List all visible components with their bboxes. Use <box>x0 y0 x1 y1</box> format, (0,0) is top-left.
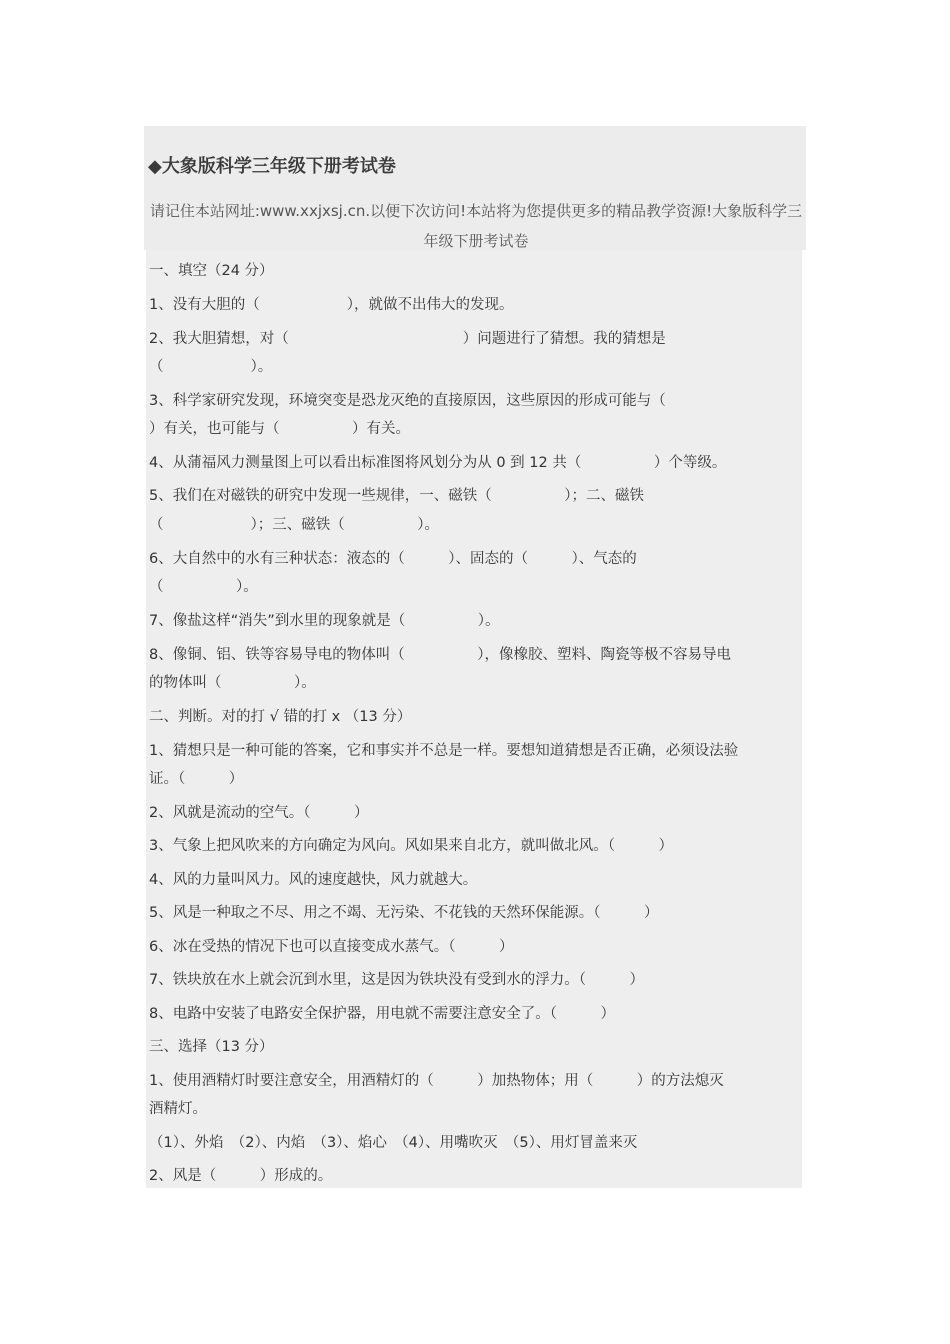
question-line: 证。（ ） <box>149 771 244 787</box>
question-line: 8、像铜、铝、铁等容易导电的物体叫（ ），像橡胶、塑料、陶瓷等极不容易导电 <box>149 647 731 663</box>
question-line: （ ）。 <box>149 359 273 375</box>
question-line: 6、大自然中的水有三种状态：液态的（ ）、固态的（ ）、气态的 <box>149 551 637 567</box>
question-line: 1、没有大胆的（ ），就做不出伟大的发现。 <box>149 297 514 313</box>
question-line: （ ）。 <box>149 579 258 595</box>
question-line: 3、气象上把风吹来的方向确定为风向。风如果来自北方，就叫做北风。（ ） <box>149 838 673 854</box>
question-line: 1、使用酒精灯时要注意安全，用酒精灯的（ ）加热物体；用（ ）的方法熄灭 <box>149 1073 724 1089</box>
question-line: 2、风是（ ）形成的。 <box>149 1168 333 1184</box>
choice-options: （1）、外焰 （2）、内焰 （3）、焰心 （4）、用嘴吹灭 （5）、用灯冒盖来灭 <box>149 1135 638 1151</box>
page-title: ◆大象版科学三年级下册考试卷 <box>148 156 396 177</box>
question-line: 7、铁块放在水上就会沉到水里，这是因为铁块没有受到水的浮力。（ ） <box>149 972 644 988</box>
section-heading-choice: 三、选择（13 分） <box>149 1039 274 1055</box>
question-line: 3、科学家研究发现，环境突变是恐龙灭绝的直接原因，这些原因的形成可能与（ <box>149 393 666 409</box>
question-line: ）有关，也可能与（ ）有关。 <box>149 421 410 437</box>
intro-text: 请记住本站网址:www.xxjxsj.cn.以便下次访问!本站将为您提供更多的精品教学资源!大象版科学三年级下册考试卷 <box>149 202 803 250</box>
section-heading-fill: 一、填空（24 分） <box>149 263 274 279</box>
question-line: 4、从蒲福风力测量图上可以看出标准图将风划分为从 0 到 12 共（ ）个等级。 <box>149 455 727 471</box>
question-line: 8、电路中安装了电路安全保护器，用电就不需要注意安全了。（ ） <box>149 1006 615 1022</box>
question-line: 的物体叫（ ）。 <box>149 675 316 691</box>
question-line: 酒精灯。 <box>149 1101 207 1117</box>
question-line: 1、猜想只是一种可能的答案，它和事实并不总是一样。要想知道猜想是否正确，必须设法验 <box>149 743 739 759</box>
question-line: 5、我们在对磁铁的研究中发现一些规律，一、磁铁（ ）；二、磁铁 <box>149 488 644 504</box>
section-heading-judge: 二、判断。对的打 √ 错的打 x （13 分） <box>149 709 412 725</box>
question-line: 6、冰在受热的情况下也可以直接变成水蒸气。（ ） <box>149 939 514 955</box>
question-line: 4、风的力量叫风力。风的速度越快，风力就越大。 <box>149 872 478 888</box>
question-line: （ ）；三、磁铁（ ）。 <box>149 517 439 533</box>
question-line: 2、我大胆猜想，对（ ）问题进行了猜想。我的猜想是 <box>149 331 666 347</box>
question-line: 2、风就是流动的空气。（ ） <box>149 805 369 821</box>
question-line: 5、风是一种取之不尽、用之不竭、无污染、不花钱的天然环保能源。（ ） <box>149 905 659 921</box>
question-line: 7、像盐这样“消失”到水里的现象就是（ ）。 <box>149 613 500 629</box>
